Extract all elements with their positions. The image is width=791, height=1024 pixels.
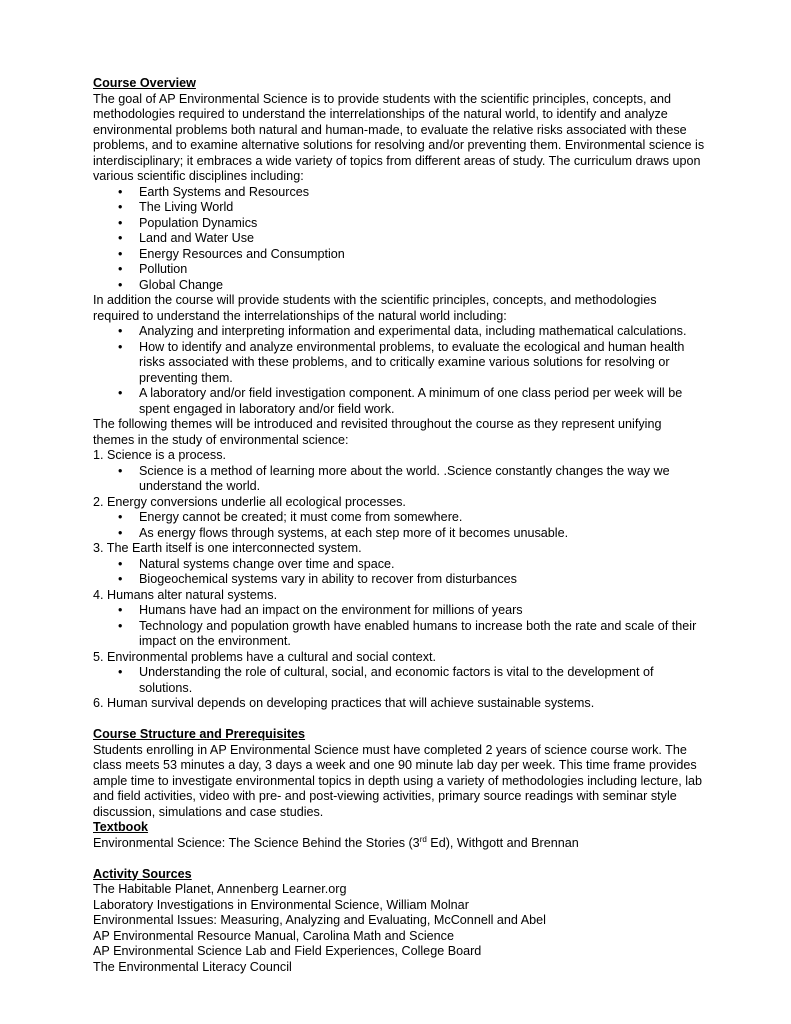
- bullet-icon: •: [118, 572, 123, 586]
- document-page: [93, 76, 705, 975]
- bullet-icon: •: [118, 277, 123, 292]
- bullet-icon: •: [118, 200, 123, 214]
- activity-source: Laboratory Investigations in Environmental Science, William Molnar: [93, 897, 469, 912]
- bullet-icon: •: [118, 510, 123, 524]
- bullet-icon: •: [118, 463, 123, 478]
- list-item: • Energy cannot be created; it must come from somewhere.: [118, 510, 463, 524]
- list-item: • Analyzing and interpreting information and experimental data, including mathematical calculations.: [118, 324, 687, 338]
- list-item: • A laboratory and/or field investigation component. A minimum of one class period per week will be spent engaged in laboratory and/or field work.: [118, 386, 683, 416]
- theme-title: 3. The Earth itself is one interconnected system.: [93, 541, 362, 555]
- list-item: • Understanding the role of cultural, social, and economic factors is vital to the development of solutions.: [118, 665, 654, 695]
- list-item: • Population Dynamics: [118, 215, 258, 230]
- theme-points: [93, 464, 705, 495]
- theme-title: 1. Science is a process.: [93, 448, 226, 462]
- bullet-icon: •: [118, 618, 123, 633]
- bullet-icon: •: [118, 525, 123, 540]
- list-item: • The Living World: [118, 200, 234, 214]
- bullet-icon: •: [118, 262, 123, 276]
- theme-points: [93, 603, 705, 650]
- activity-sources-heading: Activity Sources: [93, 866, 192, 881]
- bullet-icon: •: [118, 556, 123, 571]
- list-item: • Pollution: [118, 262, 188, 276]
- bullet-icon: •: [118, 215, 123, 230]
- theme-points: [93, 557, 705, 588]
- textbook-text: Environmental Science: The Science Behind the Stories (3rd Ed), Withgott and Brennan: [93, 834, 579, 850]
- bullet-icon: •: [118, 184, 123, 199]
- activity-source: AP Environmental Resource Manual, Carolina Math and Science: [93, 928, 454, 943]
- spacer: [93, 851, 705, 867]
- theme-points: [93, 665, 705, 696]
- theme-title: 2. Energy conversions underlie all ecological processes.: [93, 494, 406, 509]
- disciplines-list: [93, 185, 705, 294]
- spacer: [93, 712, 705, 728]
- course-structure-heading: Course Structure and Prerequisites: [93, 727, 306, 741]
- activity-source: Environmental Issues: Measuring, Analyzing and Evaluating, McConnell and Abel: [93, 913, 546, 927]
- list-item: • Humans have had an impact on the environment for millions of years: [118, 603, 523, 617]
- themes-intro: The following themes will be introduced and revisited throughout the course as they represent unifying themes in the study of environmental science:: [93, 417, 662, 447]
- list-item: • As energy flows through systems, at each step more of it becomes unusable.: [118, 525, 569, 540]
- activity-source: The Habitable Planet, Annenberg Learner.org: [93, 882, 347, 896]
- list-item: • Energy Resources and Consumption: [118, 246, 345, 261]
- list-item: • Earth Systems and Resources: [118, 184, 310, 199]
- course-overview-heading: Course Overview: [93, 76, 196, 90]
- bullet-icon: •: [118, 339, 123, 354]
- list-item: • Global Change: [118, 277, 224, 292]
- textbook-heading: Textbook: [93, 820, 149, 834]
- bullet-icon: •: [118, 603, 123, 617]
- list-item: • How to identify and analyze environmental problems, to evaluate the ecological and human health risks associated with these problems, and to critically examine various solutions for resolving or preventing them.: [118, 339, 685, 385]
- theme-points: [93, 510, 705, 541]
- bullet-icon: •: [118, 386, 123, 400]
- bullet-icon: •: [118, 324, 123, 338]
- bullet-icon: •: [118, 665, 123, 679]
- skills-list: [93, 324, 705, 417]
- list-item: • Land and Water Use: [118, 231, 255, 245]
- overview-intro-2: In addition the course will provide students with the scientific principles, concepts, and methodologies required to understand the interrelationships of the natural world including:: [93, 293, 657, 323]
- list-item: • Biogeochemical systems vary in ability to recover from disturbances: [118, 572, 517, 586]
- overview-intro: The goal of AP Environmental Science is to provide students with the scientific principles, concepts, and methodologies required to understand the interrelationships of the natural world, to identify and analyze environmental problems both natural and human-made, to evaluate the relative risks associated with these problems, and to examine alternative solutions for resolving and/or preventing them. Environmental science is interdisciplinary; it embraces a wide variety of topics from different areas of study. The curriculum draws upon various scientific disciplines including:: [93, 91, 705, 183]
- theme-title: 5. Environmental problems have a cultural and social context.: [93, 649, 437, 664]
- theme-title: 6. Human survival depends on developing practices that will achieve sustainable systems.: [93, 696, 595, 710]
- bullet-icon: •: [118, 231, 123, 245]
- bullet-icon: •: [118, 246, 123, 261]
- theme-title: 4. Humans alter natural systems.: [93, 587, 278, 602]
- course-structure-text: Students enrolling in AP Environmental Science must have completed 2 years of science course work. The class meets 53 minutes a day, 3 days a week and one 90 minute lab day per week. This time frame provides ample time to investigate environmental topics in depth using a variety of methodologies including lecture, lab and field activities, video with pre- and post-viewing activities, primary source readings with seminar style discussion, simulations and case studies.: [93, 742, 703, 819]
- list-item: • Science is a method of learning more about the world. .Science constantly changes the way we understand the world.: [118, 463, 670, 493]
- list-item: • Technology and population growth have enabled humans to increase both the rate and scale of their impact on the environment.: [118, 618, 697, 648]
- list-item: • Natural systems change over time and space.: [118, 556, 395, 571]
- activity-source: AP Environmental Science Lab and Field Experiences, College Board: [93, 944, 482, 958]
- activity-source: The Environmental Literacy Council: [93, 959, 292, 974]
